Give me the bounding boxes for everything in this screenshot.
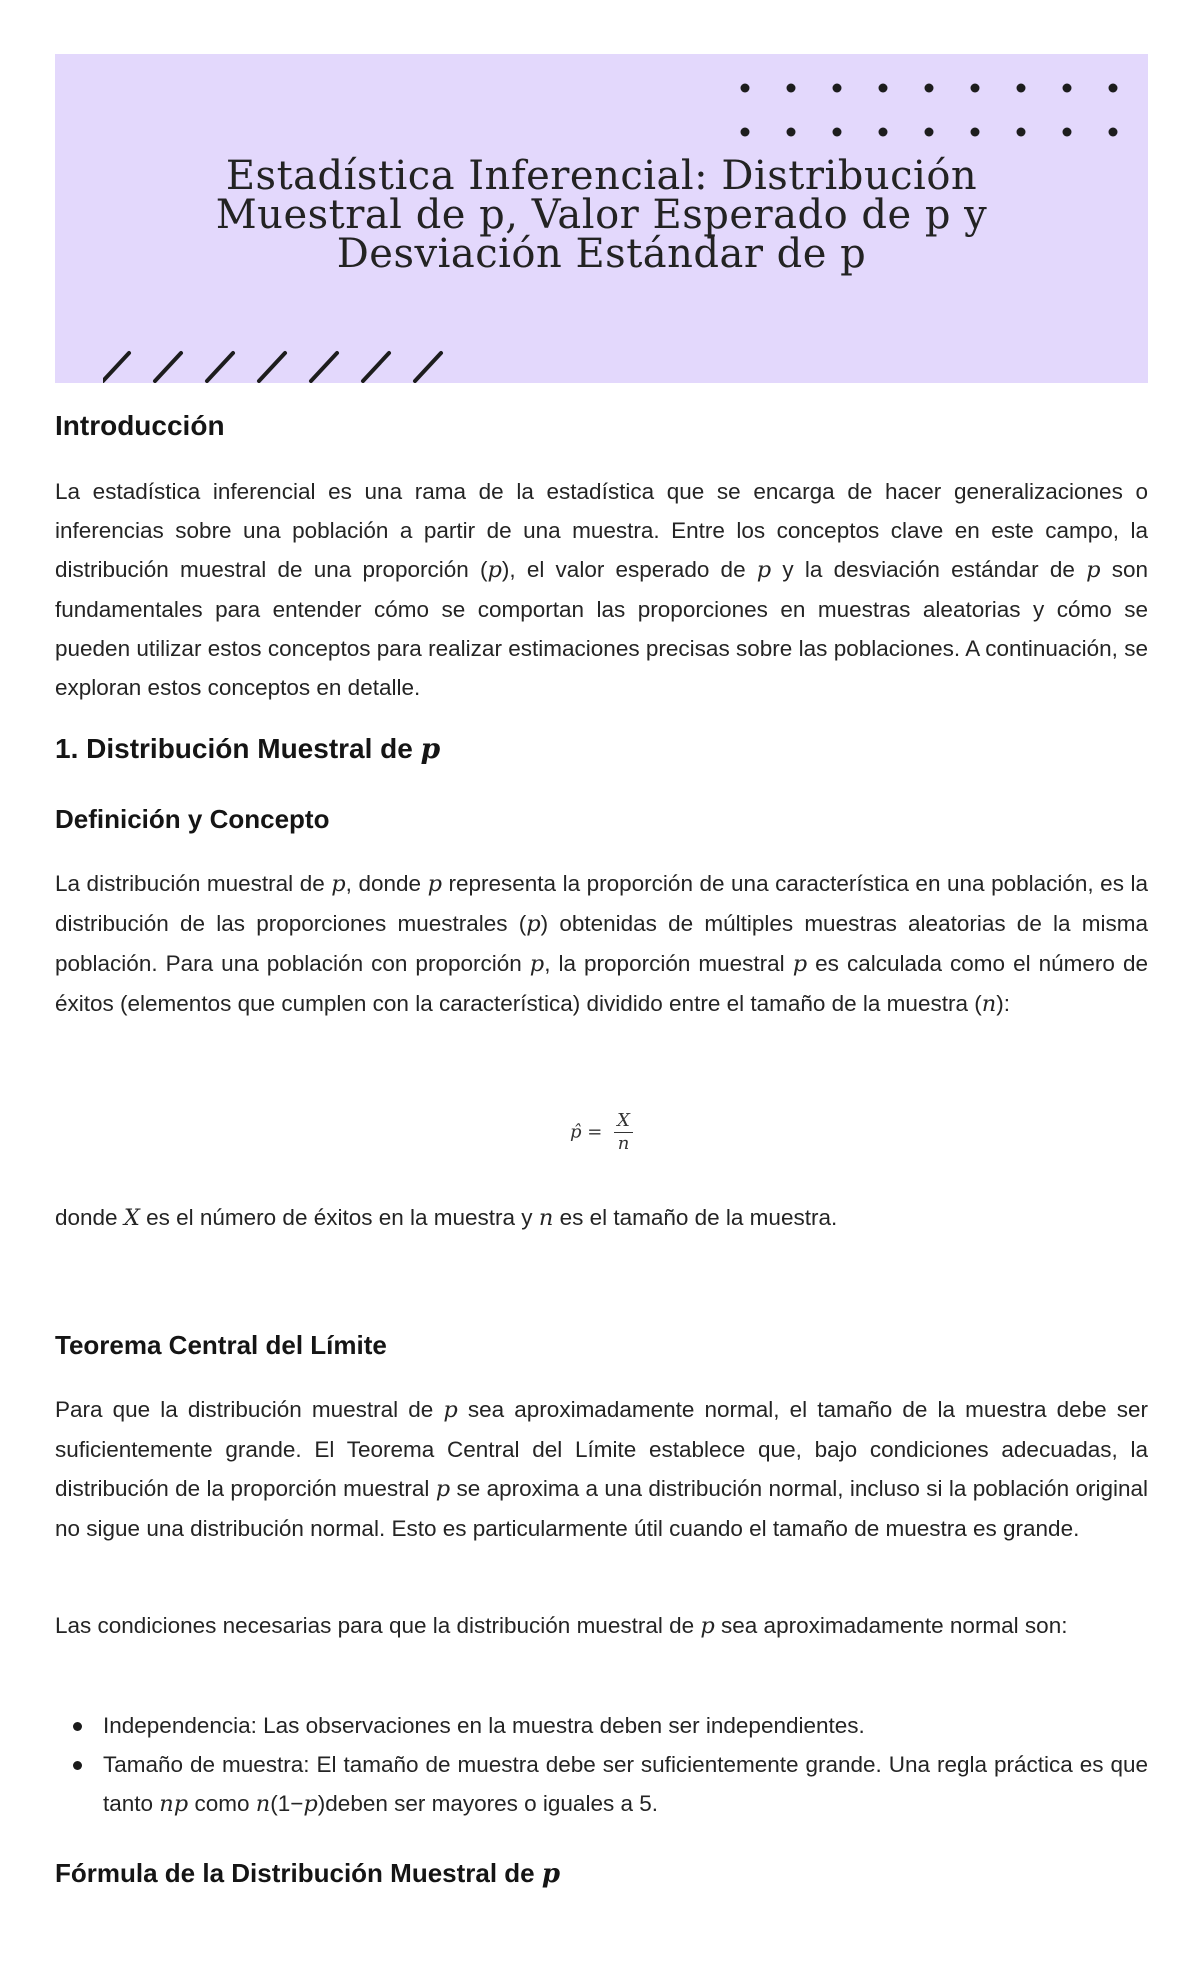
- intro-heading: Introducción: [55, 410, 225, 441]
- title-line-3: Desviación Estándar de p: [336, 231, 867, 277]
- list-item: Independencia: Las observaciones en la muestra deben ser independientes.: [55, 1706, 1148, 1745]
- formula-lhs: p̂ =: [570, 1121, 603, 1143]
- formula-section-heading: Fórmula de la Distribución Muestral de p: [55, 1858, 561, 1889]
- title-line-1: Estadística Inferencial: Distribución: [225, 153, 978, 199]
- tcl-paragraph: Para que la distribución muestral de p sea aproximadamente normal, el tamaño de la muestra debe ser suficientemente grande. El Teorema Central del Límite establece que, bajo condiciones adecuadas, la distribución de la proporción muestral p se aproxima a una distribución normal, incluso si la población original no sigue una distribución normal. Esto es particularmente útil cuando el tamaño de muestra es grande.: [55, 1397, 1148, 1541]
- header-banner: [55, 54, 1148, 383]
- list-item: Tamaño de muestra: El tamaño de muestra debe ser suficientemente grande. Una regla práctica es que tanto np como n(1−p)deben ser mayores o iguales a 5.: [55, 1745, 1148, 1824]
- section-heading-distribucion: 1. Distribución Muestral de p: [55, 732, 441, 765]
- title-line-2: Muestral de p, Valor Esperado de p y: [215, 192, 988, 238]
- definition-heading: Definición y Concepto: [55, 804, 330, 834]
- intro-paragraph: La estadística inferencial es una rama de la estadística que se encarga de hacer generalizaciones o inferencias sobre una población a partir de una muestra. Entre los conceptos clave en este campo, la distribución muestral de una proporción (p), el valor esperado de p y la desviación estándar de p son fundamentales para entender cómo se comportan las proporciones en muestras aleatorias y cómo se pueden utilizar estos conceptos para realizar estimaciones precisas sobre las poblaciones. A continuación, se exploran estos conceptos en detalle.: [55, 479, 1148, 700]
- conditions-paragraph: Las condiciones necesarias para que la distribución muestral de p sea aproximadamente normal son:: [55, 1613, 1068, 1639]
- page-title: [175, 153, 1028, 277]
- formula-fraction: [614, 1110, 633, 1155]
- formula-numerator: X: [614, 1110, 633, 1133]
- definition-paragraph: La distribución muestral de p, donde p representa la proporción de una característica en una población, es la distribución de las proporciones muestrales (p) obtenidas de múltiples muestras aleatorias de la misma población. Para una población con proporción p, la proporción muestral p es calculada como el número de éxitos (elementos que cumplen con la característica) dividido entre el tamaño de la muestra (n):: [55, 871, 1149, 1017]
- decorative-slashes: [103, 349, 483, 388]
- decorative-dots: [735, 76, 1135, 146]
- tcl-heading: Teorema Central del Límite: [55, 1330, 387, 1360]
- formula-explanation: donde X es el número de éxitos en la muestra y n es el tamaño de la muestra.: [55, 1205, 838, 1231]
- conditions-list: [55, 1706, 1148, 1824]
- formula-denominator: n: [617, 1133, 630, 1154]
- sample-proportion-formula: [55, 1110, 1148, 1155]
